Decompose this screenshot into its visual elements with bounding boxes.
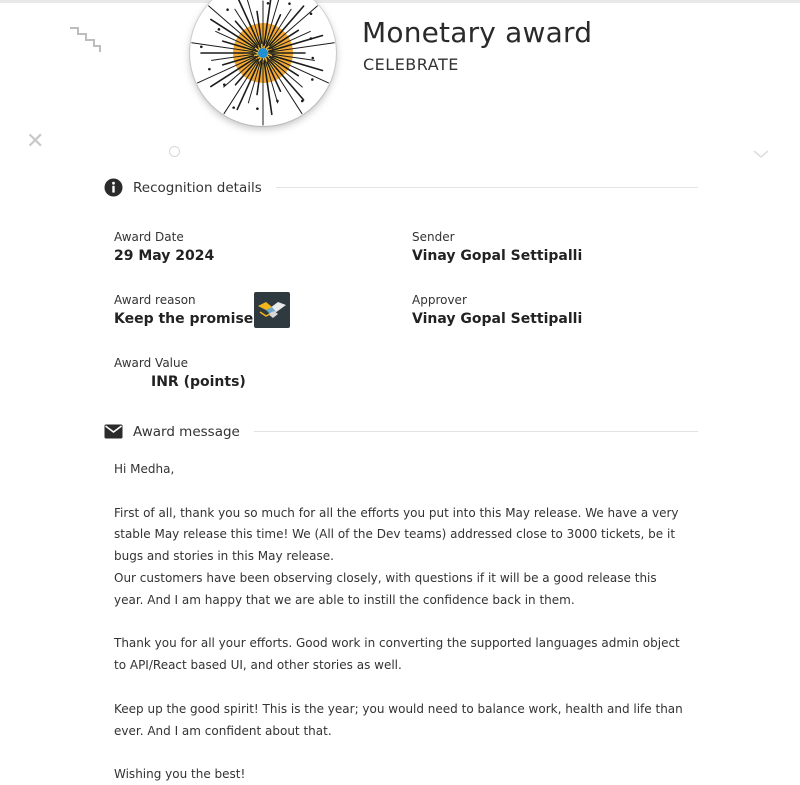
award-date-field bbox=[114, 229, 214, 266]
award-date-label: Award Date bbox=[114, 230, 184, 244]
award-value-field bbox=[114, 355, 246, 392]
message-paragraph: Our customers have been observing closely, with questions if it will be a good release this year. And I am happy that we are able to instill the confidence back in them. bbox=[114, 570, 657, 607]
approver-value: Vinay Gopal Settipalli bbox=[412, 311, 583, 327]
award-date-value: 29 May 2024 bbox=[114, 248, 215, 264]
recognition-details-header bbox=[104, 178, 698, 197]
award-message-body bbox=[114, 459, 689, 785]
sunburst-icon bbox=[190, 0, 336, 126]
circle-doodle-icon bbox=[169, 146, 180, 157]
section-title: Award message bbox=[133, 423, 240, 440]
envelope-icon bbox=[104, 422, 123, 441]
message-paragraph: Thank you for all your efforts. Good work in converting the supported languages admin object to API/React based UI, and other stories as well. bbox=[114, 636, 680, 673]
award-message-header bbox=[104, 422, 698, 441]
sender-field bbox=[412, 229, 582, 266]
approver-label: Approver bbox=[412, 293, 467, 307]
message-paragraph: First of all, thank you so much for all the efforts you put into this May release. We have a very stable May release this time! We (All of the Dev teams) addressed close to 3000 tickets, be it bugs and stories in this May release. bbox=[114, 505, 679, 564]
message-paragraph: Wishing you the best! bbox=[114, 767, 246, 782]
sender-value: Vinay Gopal Settipalli bbox=[412, 248, 583, 264]
chevron-doodle-icon bbox=[752, 148, 770, 160]
message-paragraph: Keep up the good spirit! This is the year; you would need to balance work, health and life than ever. And I am confident about that. bbox=[114, 701, 683, 738]
award-value-value: INR (points) bbox=[151, 374, 246, 390]
award-reason-value: Keep the promise bbox=[114, 311, 254, 327]
divider bbox=[254, 431, 698, 432]
award-value-label: Award Value bbox=[114, 356, 188, 370]
message-greeting: Hi Medha, bbox=[114, 462, 175, 476]
stairs-doodle-icon bbox=[68, 24, 104, 54]
handshake-icon bbox=[254, 292, 290, 328]
top-border bbox=[0, 0, 800, 3]
page-title: Monetary award bbox=[362, 16, 593, 49]
page-subtitle: CELEBRATE bbox=[363, 55, 459, 74]
award-reason-label: Award reason bbox=[114, 293, 196, 307]
divider bbox=[276, 187, 698, 188]
award-reason-field bbox=[114, 292, 253, 329]
approver-field bbox=[412, 292, 582, 329]
close-icon[interactable]: ✕ bbox=[26, 129, 45, 154]
award-badge bbox=[190, 0, 336, 126]
section-title: Recognition details bbox=[133, 179, 262, 196]
sender-label: Sender bbox=[412, 230, 455, 244]
info-circle-icon bbox=[104, 178, 123, 197]
